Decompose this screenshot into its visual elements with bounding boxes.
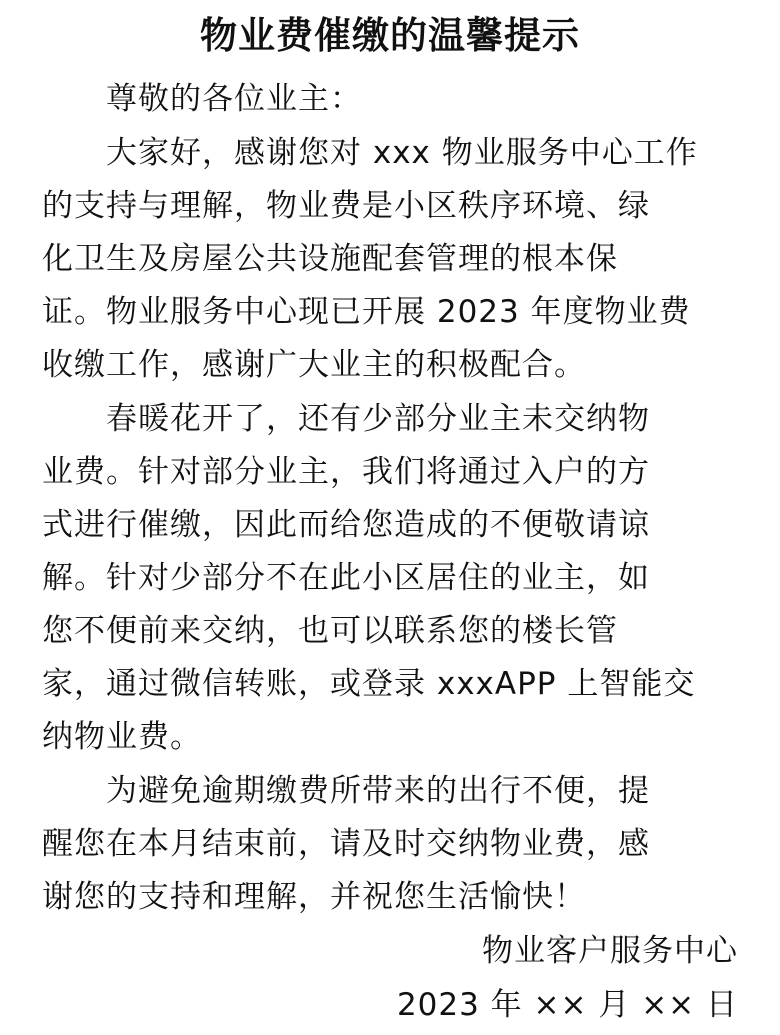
date: 2023 年 ×× 月 ×× 日 xyxy=(396,987,738,1023)
paragraph-3-line-1: 为避免逾期缴费所带来的出行不便，提 xyxy=(106,773,650,809)
paragraph-2-line-4: 解。针对少部分不在此小区居住的业主，如 xyxy=(42,560,650,596)
paragraph-1-line-2: 的支持与理解，物业费是小区秩序环境、绿 xyxy=(42,188,650,224)
paragraph-3-line-3: 谢您的支持和理解，并祝您生活愉快！ xyxy=(42,879,586,915)
paragraph-1-line-4: 证。物业服务中心现已开展 2023 年度物业费 xyxy=(42,294,691,330)
paragraph-1-line-5: 收缴工作，感谢广大业主的积极配合。 xyxy=(42,347,586,383)
paragraph-1-line-1: 大家好，感谢您对 xxx 物业服务中心工作 xyxy=(106,135,698,171)
paragraph-2-line-6: 家，通过微信转账，或登录 xxxAPP 上智能交 xyxy=(42,666,696,702)
paragraph-3-line-2: 醒您在本月结束前，请及时交纳物业费，感 xyxy=(42,826,650,862)
paragraph-2-line-5: 您不便前来交纳，也可以联系您的楼长管 xyxy=(42,613,618,649)
paragraph-1-line-3: 化卫生及房屋公共设施配套管理的根本保 xyxy=(42,241,618,277)
paragraph-2-line-3: 式进行催缴，因此而给您造成的不便敬请谅 xyxy=(42,507,650,543)
notice-title: 物业费催缴的温馨提示 xyxy=(200,14,580,57)
paragraph-2-line-1: 春暖花开了，还有少部分业主未交纳物 xyxy=(106,401,650,437)
signature: 物业客户服务中心 xyxy=(482,933,738,969)
greeting-line: 尊敬的各位业主： xyxy=(106,81,362,117)
paragraph-2-line-7: 纳物业费。 xyxy=(42,719,202,755)
paragraph-2-line-2: 业费。针对部分业主，我们将通过入户的方 xyxy=(42,454,650,490)
